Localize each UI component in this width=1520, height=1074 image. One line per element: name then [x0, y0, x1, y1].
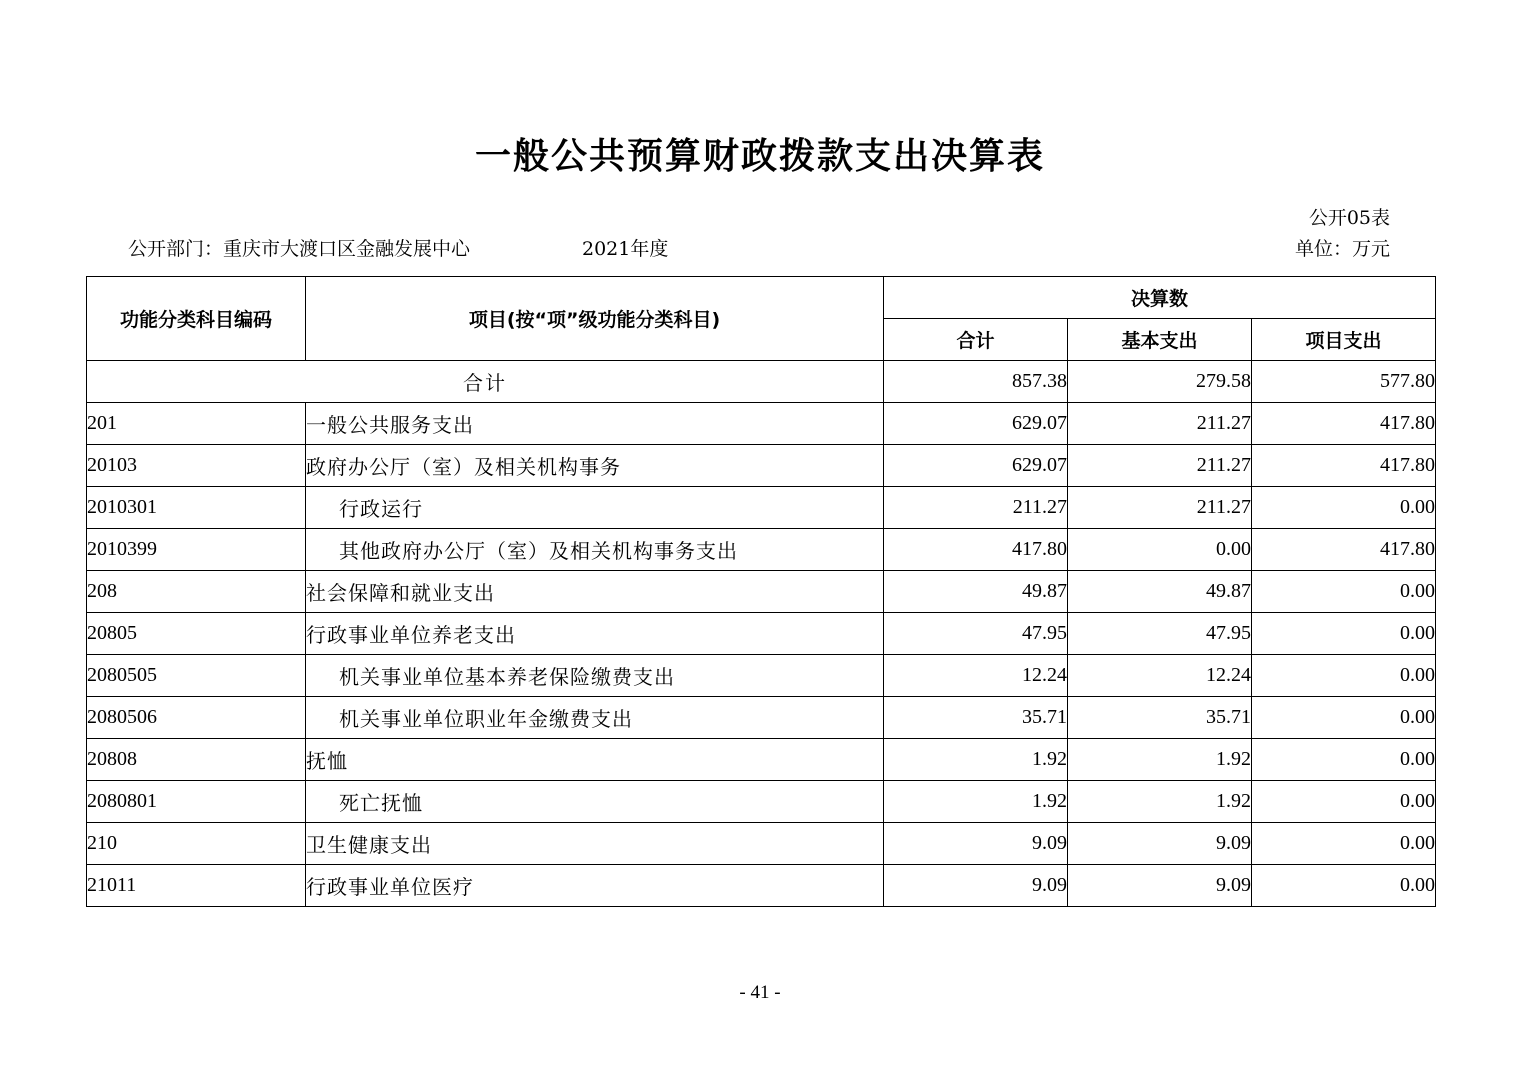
row-project: 0.00	[1252, 697, 1436, 739]
row-name: 行政事业单位医疗	[306, 865, 884, 907]
row-total: 1.92	[884, 739, 1068, 781]
row-code: 210	[87, 823, 306, 865]
row-name: 卫生健康支出	[306, 823, 884, 865]
table-row	[87, 571, 1436, 613]
row-basic: 1.92	[1068, 739, 1252, 781]
row-basic: 9.09	[1068, 823, 1252, 865]
row-total: 9.09	[884, 865, 1068, 907]
row-name: 死亡抚恤	[306, 781, 884, 823]
row-total: 35.71	[884, 697, 1068, 739]
row-basic: 49.87	[1068, 571, 1252, 613]
row-code: 2010399	[87, 529, 306, 571]
row-project: 417.80	[1252, 529, 1436, 571]
row-basic: 211.27	[1068, 445, 1252, 487]
row-project: 417.80	[1252, 445, 1436, 487]
row-basic: 9.09	[1068, 865, 1252, 907]
header-project: 项目支出	[1252, 319, 1436, 361]
row-total: 47.95	[884, 613, 1068, 655]
row-project: 0.00	[1252, 865, 1436, 907]
table-row	[87, 739, 1436, 781]
row-project: 0.00	[1252, 655, 1436, 697]
row-name: 一般公共服务支出	[306, 403, 884, 445]
row-name: 其他政府办公厅（室）及相关机构事务支出	[306, 529, 884, 571]
row-project: 0.00	[1252, 739, 1436, 781]
row-name: 行政运行	[306, 487, 884, 529]
row-project: 0.00	[1252, 487, 1436, 529]
row-total: 12.24	[884, 655, 1068, 697]
row-code: 2010301	[87, 487, 306, 529]
table-row	[87, 655, 1436, 697]
row-name: 行政事业单位养老支出	[306, 613, 884, 655]
table-row	[87, 445, 1436, 487]
table-row	[87, 697, 1436, 739]
row-total: 629.07	[884, 445, 1068, 487]
row-total: 211.27	[884, 487, 1068, 529]
row-code: 201	[87, 403, 306, 445]
table-row	[87, 403, 1436, 445]
row-basic: 12.24	[1068, 655, 1252, 697]
row-total: 49.87	[884, 571, 1068, 613]
row-basic: 211.27	[1068, 403, 1252, 445]
header-code: 功能分类科目编码	[87, 277, 306, 361]
row-code: 208	[87, 571, 306, 613]
page-number: - 41 -	[739, 982, 781, 1003]
row-basic: 1.92	[1068, 781, 1252, 823]
row-basic: 211.27	[1068, 487, 1252, 529]
row-code: 2080506	[87, 697, 306, 739]
unit-label: 单位：万元	[1294, 238, 1390, 260]
row-code: 21011	[87, 865, 306, 907]
total-row	[87, 361, 1436, 403]
row-basic: 47.95	[1068, 613, 1252, 655]
total-project: 577.80	[1252, 361, 1436, 403]
table-row	[87, 865, 1436, 907]
header-item: 项目(按“项”级功能分类科目)	[306, 277, 884, 361]
row-project: 417.80	[1252, 403, 1436, 445]
row-code: 2080801	[87, 781, 306, 823]
header-row	[87, 277, 1436, 319]
total-basic: 279.58	[1068, 361, 1252, 403]
header-group: 决算数	[884, 277, 1436, 319]
row-name: 抚恤	[306, 739, 884, 781]
department-label: 公开部门：重庆市大渡口区金融发展中心	[128, 238, 471, 260]
row-name: 政府办公厅（室）及相关机构事务	[306, 445, 884, 487]
form-number: 公开05表	[1308, 207, 1390, 229]
table-row	[87, 781, 1436, 823]
row-total: 629.07	[884, 403, 1068, 445]
row-code: 2080505	[87, 655, 306, 697]
row-total: 1.92	[884, 781, 1068, 823]
row-basic: 35.71	[1068, 697, 1252, 739]
page-title: 一般公共预算财政拨款支出决算表	[474, 136, 1045, 177]
row-code: 20805	[87, 613, 306, 655]
row-project: 0.00	[1252, 823, 1436, 865]
row-project: 0.00	[1252, 613, 1436, 655]
row-code: 20103	[87, 445, 306, 487]
row-name: 机关事业单位基本养老保险缴费支出	[306, 655, 884, 697]
budget-table	[86, 276, 1436, 907]
row-project: 0.00	[1252, 571, 1436, 613]
meta-row	[128, 234, 1390, 262]
row-total: 417.80	[884, 529, 1068, 571]
table-row	[87, 613, 1436, 655]
table-row	[87, 529, 1436, 571]
total-label: 合计	[87, 361, 884, 403]
row-name: 机关事业单位职业年金缴费支出	[306, 697, 884, 739]
row-name: 社会保障和就业支出	[306, 571, 884, 613]
header-total: 合计	[884, 319, 1068, 361]
row-basic: 0.00	[1068, 529, 1252, 571]
total-amount: 857.38	[884, 361, 1068, 403]
table-row	[87, 823, 1436, 865]
table-row	[87, 487, 1436, 529]
row-project: 0.00	[1252, 781, 1436, 823]
header-basic: 基本支出	[1068, 319, 1252, 361]
row-code: 20808	[87, 739, 306, 781]
fiscal-year: 2021年度	[582, 238, 669, 260]
row-total: 9.09	[884, 823, 1068, 865]
